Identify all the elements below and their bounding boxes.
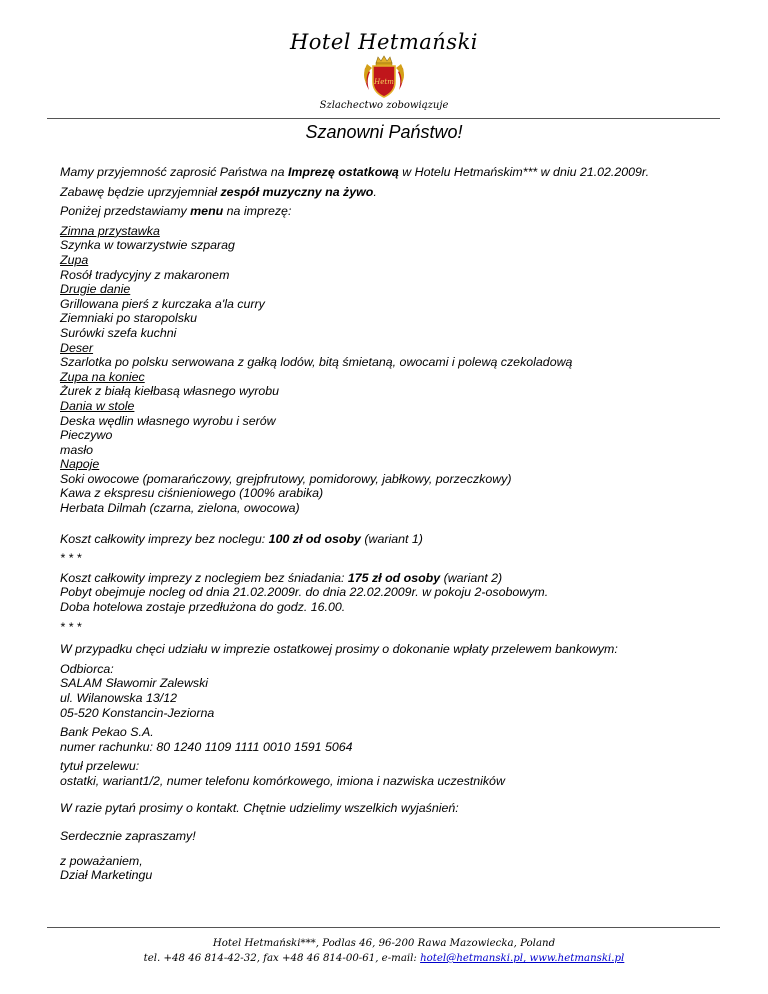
band-highlight: zespół muzyczny na żywo <box>220 184 374 199</box>
price-1-value: 100 zł od osoby <box>268 531 361 546</box>
footer <box>0 936 768 966</box>
menu-section-title: Dania w stole <box>60 398 135 413</box>
event-name: Imprezę ostatkową <box>287 165 399 179</box>
menu-item: Szynka w towarzystwie szparag <box>60 238 235 253</box>
account-number: numer rachunku: 80 1240 1109 1111 0010 1591 5064 <box>60 739 353 754</box>
menu-list <box>60 224 720 516</box>
menu-word: menu <box>190 204 224 219</box>
menu-item: Żurek z białą kiełbasą własnego wyrobu <box>60 384 280 399</box>
menu-item: Herbata Dilmah (czarna, zielona, owocowa) <box>60 501 300 516</box>
header-divider <box>47 118 720 119</box>
hotel-crest-logo <box>361 54 407 100</box>
footer-divider <box>47 927 720 928</box>
menu-item: Rosół tradycyjny z makaronem <box>60 267 230 282</box>
payment-request: W przypadku chęci udziału w imprezie ostatkowej prosimy o dokonanie wpłaty przelewem bankowym: <box>60 642 618 657</box>
stay-details: Pobyt obejmuje nocleg od dnia 21.02.2009r. do dnia 22.02.2009r. w pokoju 2-osobowym. <box>60 585 549 600</box>
menu-item: Surówki szefa kuchni <box>60 325 177 340</box>
footer-email-web-link[interactable]: hotel@hetmanski.pl, www.hetmanski.pl <box>420 953 625 964</box>
bank-name: Bank Pekao S.A. <box>60 725 154 740</box>
recipient-label: Odbiorca: <box>60 661 114 676</box>
menu-item: Szarlotka po polsku serwowana z gałką lodów, bitą śmietaną, owocami i polewą czekoladową <box>60 355 573 370</box>
footer-address: Hotel Hetmański***, Podlas 46, 96-200 Rawa Mazowiecka, Poland <box>212 938 556 949</box>
separator: * * * <box>60 619 82 634</box>
signature-department: Dział Marketingu <box>60 868 153 883</box>
menu-item: Ziemniaki po staropolsku <box>60 311 198 326</box>
greeting: Szanowni Państwo! <box>305 122 463 142</box>
crest-monogram: Hetm <box>374 78 394 86</box>
menu-item: Pieczywo <box>60 428 113 443</box>
letter-body <box>60 165 720 883</box>
menu-item: Soki owocowe (pomarańczowy, grejpfrutowy, pomidorowy, jabłkowy, porzeczkowy) <box>60 471 512 486</box>
checkout-extension: Doba hotelowa zostaje przedłużona do godz. 16.00. <box>60 600 346 615</box>
menu-item: masło <box>60 442 94 457</box>
menu-item: Kawa z ekspresu ciśnieniowego (100% arabika) <box>60 486 324 501</box>
menu-section-title: Zupa <box>60 252 89 267</box>
regards: z poważaniem, <box>60 853 143 868</box>
closing-invite: Serdecznie zapraszamy! <box>60 829 196 844</box>
hotel-motto: Szlachectwo zobowiązuje <box>319 100 449 111</box>
menu-section-title: Zupa na koniec <box>60 369 145 384</box>
hotel-name: Hotel Hetmański <box>289 30 479 54</box>
separator: * * * <box>60 551 82 566</box>
footer-contact: tel. +48 46 814-42-32, fax +48 46 814-00-61, e-mail: hotel@hetmanski.pl, www.hetmanski.pl <box>143 953 625 964</box>
menu-section-title: Zimna przystawka <box>60 223 160 238</box>
price-variant-1: Koszt całkowity imprezy bez noclegu: 100 zł od osoby (wariant 1) <box>60 531 423 546</box>
invitation-sentence: Mamy przyjemność zaprosić Państwa na Imprezę ostatkową w Hotelu Hetmańskim*** w dniu 21.02.2009r. <box>60 165 650 179</box>
menu-section-title: Drugie danie <box>60 282 131 297</box>
menu-section-title: Deser <box>60 340 94 355</box>
contact-note: W razie pytań prosimy o kontakt. Chętnie udzielimy wszelkich wyjaśnień: <box>60 800 459 815</box>
menu-item: Deska wędlin własnego wyrobu i serów <box>60 413 276 428</box>
price-variant-2: Koszt całkowity imprezy z noclegiem bez śniadania: 175 zł od osoby (wariant 2) <box>60 570 503 585</box>
price-2-value: 175 zł od osoby <box>347 570 441 585</box>
recipient-street: ul. Wilanowska 13/12 <box>60 691 177 705</box>
music-sentence: Zabawę będzie uprzyjemniał zespół muzyczny na żywo. <box>60 184 377 199</box>
transfer-title-label: tytuł przelewu: <box>60 759 140 774</box>
recipient-name: SALAM Sławomir Zalewski <box>60 676 209 691</box>
transfer-title-value: ostatki, wariant1/2, numer telefonu komórkowego, imiona i nazwiska uczestników <box>60 773 505 788</box>
menu-item: Grillowana pierś z kurczaka a'la curry <box>60 296 265 311</box>
recipient-city: 05-520 Konstancin-Jeziorna <box>60 705 215 720</box>
menu-section-title: Napoje <box>60 457 100 472</box>
menu-intro: Poniżej przedstawiamy menu na imprezę: <box>60 204 292 219</box>
